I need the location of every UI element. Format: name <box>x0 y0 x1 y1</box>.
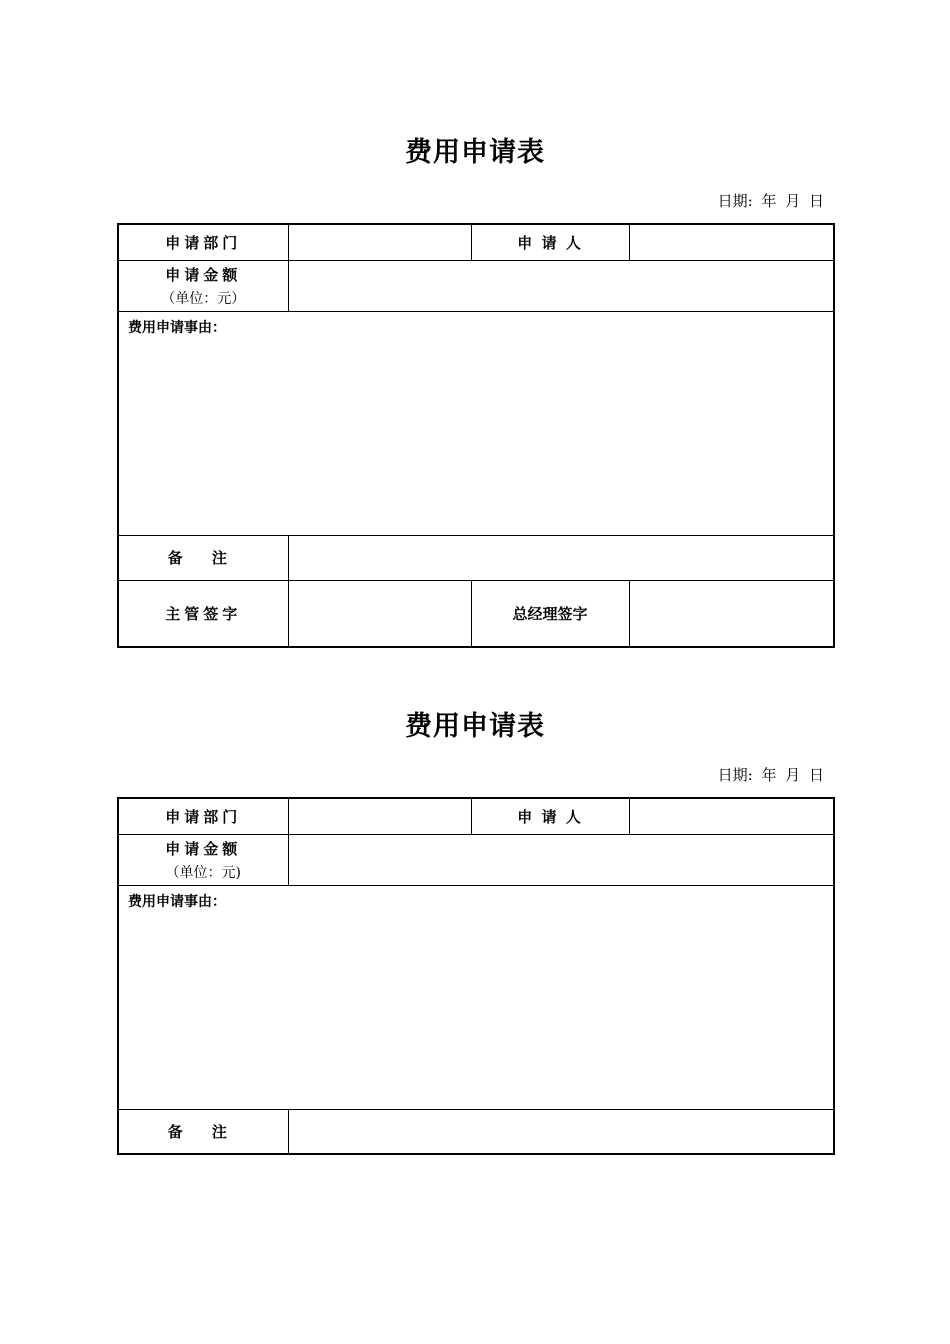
amount-label: 申请金额 <box>165 265 242 284</box>
form-title: 费用申请表 <box>405 711 545 742</box>
reason-label: 费用申请事由： <box>128 319 226 336</box>
applicant-label: 申 请 人 <box>471 798 629 834</box>
amount-label: 申请金额 <box>165 839 242 858</box>
dept-label: 申请部门 <box>118 224 288 260</box>
date-line: 日期: 年 月 日 <box>717 766 824 784</box>
reason-field[interactable] <box>118 311 834 535</box>
amount-field[interactable] <box>288 260 834 311</box>
gm-sign-field[interactable] <box>629 580 834 647</box>
reason-field[interactable] <box>118 885 834 1109</box>
amount-unit: （单位：元) <box>165 864 241 881</box>
expense-form-table <box>117 797 835 1155</box>
applicant-field[interactable] <box>629 224 834 260</box>
gm-sign-label: 总经理签字 <box>471 580 629 647</box>
remark-label: 备 注 <box>118 535 288 580</box>
applicant-field[interactable] <box>629 798 834 834</box>
supervisor-sign-field[interactable] <box>288 580 471 647</box>
amount-label-cell <box>118 260 288 311</box>
reason-label: 费用申请事由： <box>128 893 226 910</box>
date-line: 日期: 年 月 日 <box>717 192 824 210</box>
supervisor-sign-label: 主管签字 <box>118 580 288 647</box>
expense-form-table <box>117 223 835 648</box>
amount-label-cell <box>118 834 288 885</box>
remark-label: 备 注 <box>118 1109 288 1154</box>
dept-label: 申请部门 <box>118 798 288 834</box>
amount-unit: （单位：元） <box>161 290 246 307</box>
amount-field[interactable] <box>288 834 834 885</box>
remark-field[interactable] <box>288 535 834 580</box>
dept-field[interactable] <box>288 798 471 834</box>
dept-field[interactable] <box>288 224 471 260</box>
applicant-label: 申 请 人 <box>471 224 629 260</box>
form-title: 费用申请表 <box>405 137 545 168</box>
remark-field[interactable] <box>288 1109 834 1154</box>
